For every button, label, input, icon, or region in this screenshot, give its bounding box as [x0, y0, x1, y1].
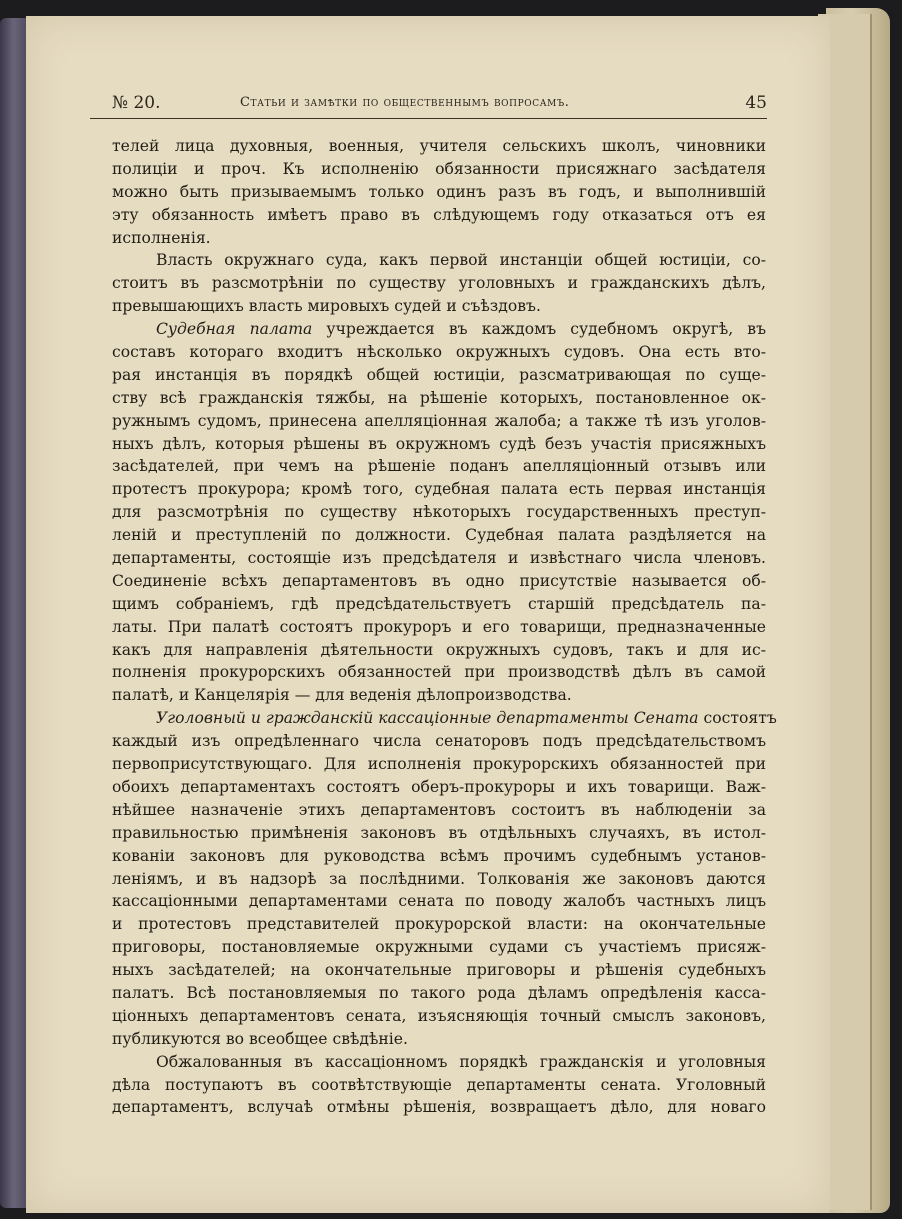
line-text: ству всѣ гражданскія тяжбы, на рѣшеніе которыхъ, постановленное ок-: [112, 388, 766, 407]
text-line: [112, 730, 766, 753]
text-line: [112, 227, 766, 250]
text-line: [112, 982, 766, 1005]
line-text: леній и преступленій по должности. Судебная палата раздѣляется на: [112, 526, 766, 545]
line-text: протестъ прокурора; кромѣ того, судебная палата есть первая инстанція: [112, 480, 766, 499]
text-line: [112, 295, 766, 318]
text-line: [112, 570, 766, 593]
text-line: [112, 799, 766, 822]
line-text: дѣла поступаютъ въ соотвѣтствующіе департаменты сената. Уголовный: [112, 1075, 766, 1094]
text-line: [112, 936, 766, 959]
line-text: каждый изъ опредѣленнаго числа сенаторовъ подъ предсѣдательствомъ: [112, 732, 766, 751]
running-header: [90, 78, 767, 119]
text-line: [112, 890, 766, 913]
line-text: составъ котораго входитъ нѣсколько окружныхъ судовъ. Она есть вто-: [112, 343, 766, 362]
text-line: [112, 478, 766, 501]
line-text: щимъ собраніемъ, гдѣ предсѣдательствуетъ старшій предсѣдатель па-: [112, 594, 766, 613]
line-text: ныхъ дѣлъ, которыя рѣшены въ окружномъ судѣ безъ участія присяжныхъ: [112, 434, 766, 453]
text-line: [112, 868, 766, 891]
text-line: [112, 318, 766, 341]
text-line: [112, 593, 766, 616]
text-line: [112, 181, 766, 204]
text-line: [112, 913, 766, 936]
text-line: [112, 204, 766, 227]
book-page: [26, 16, 830, 1213]
line-text: публикуются во всеобщее свѣдѣніе.: [112, 1029, 408, 1048]
text-line: [112, 707, 777, 730]
line-text: рая инстанція въ порядкѣ общей юстиціи, разсматривающая по суще-: [112, 365, 766, 384]
paragraph: [112, 1051, 766, 1120]
line-text: первоприсутствующаго. Для исполненія прокурорскихъ обязанностей при: [112, 755, 766, 774]
issue-number: № 20.: [112, 93, 161, 113]
line-text: нѣйшее назначеніе этихъ департаментовъ состоитъ въ наблюденіи за: [112, 800, 766, 819]
text-line: [112, 1028, 766, 1051]
text-line: [112, 387, 766, 410]
text-line: [112, 249, 766, 272]
line-text: палатъ. Всѣ постановляемыя по такого рода дѣламъ опредѣленія касса-: [112, 983, 766, 1002]
line-text: ціонныхъ департаментовъ сената, изъясняющія точный смыслъ законовъ,: [112, 1006, 766, 1025]
text-line: [112, 364, 766, 387]
text-line: [112, 1005, 766, 1028]
body-text: [112, 135, 777, 1119]
line-text: палатѣ, и Канцелярія — для веденія дѣлопроизводства.: [112, 686, 572, 705]
line-text: обоихъ департаментахъ состоятъ оберъ-прокуроры и ихъ товарищи. Важ-: [112, 777, 766, 796]
text-line: [112, 1051, 766, 1074]
text-line: [112, 845, 766, 868]
text-line: [112, 959, 766, 982]
line-text: Власть окружнаго суда, какъ первой инстанціи общей юстиціи, со-: [156, 251, 766, 270]
line-text: учреждается въ каждомъ судебномъ округѣ, въ: [312, 320, 766, 339]
line-text: для разсмотрѣнія по существу нѣкоторыхъ государственныхъ преступ-: [112, 503, 766, 522]
line-text: ныхъ засѣдателей; на окончательные приговоры и рѣшенія судебныхъ: [112, 961, 766, 980]
line-text: эту обязанность имѣетъ право въ слѣдующемъ году отказаться отъ ея: [112, 205, 766, 224]
line-text: приговоры, постановляемые окружными судами съ участіемъ присяж-: [112, 938, 766, 957]
line-text: Соединеніе всѣхъ департаментовъ въ одно присутствіе называется об-: [112, 571, 766, 590]
italic-term: Уголовный и гражданскій кассаціонные департаменты Сената: [156, 709, 699, 728]
text-line: [112, 616, 766, 639]
line-text: превышающихъ власть мировыхъ судей и съѣздовъ.: [112, 297, 541, 316]
page-number: 45: [745, 93, 767, 113]
text-line: [112, 547, 766, 570]
text-line: [112, 455, 766, 478]
text-line: [112, 753, 766, 776]
section-title: Статьи и замѣтки по общественнымъ вопросамъ.: [240, 95, 570, 110]
text-line: [112, 1074, 766, 1097]
line-text: латы. При палатѣ состоятъ прокуроръ и его товарищи, предназначенные: [112, 617, 766, 636]
line-text: правильностью примѣненія законовъ въ отдѣльныхъ случаяхъ, въ истол-: [112, 823, 766, 842]
text-line: [112, 135, 766, 158]
text-line: [112, 639, 766, 662]
paragraph: [112, 707, 777, 1050]
line-text: полиціи и проч. Къ исполненію обязанности присяжнаго засѣдателя: [112, 159, 766, 178]
line-text: засѣдателей, при чемъ на рѣшеніе поданъ апелляціонный отзывъ или: [112, 457, 766, 476]
line-text: кассаціонными департаментами сената по поводу жалобъ частныхъ лицъ: [112, 892, 766, 911]
text-line: [112, 433, 766, 456]
text-line: [112, 684, 766, 707]
italic-term: Судебная палата: [156, 320, 313, 339]
line-text: леніямъ, и въ надзорѣ за послѣдними. Толкованія же законовъ даются: [112, 869, 766, 888]
line-text: департаментъ, вслучаѣ отмѣны рѣшенія, возвращаетъ дѣло, для новаго: [112, 1098, 766, 1117]
line-text: какъ для направленія дѣятельности окружныхъ судовъ, такъ и для ис-: [112, 640, 766, 659]
text-line: [112, 776, 766, 799]
line-text: стоитъ въ разсмотрѣніи по существу уголовныхъ и гражданскихъ дѣлъ,: [112, 274, 766, 293]
paragraph: [112, 249, 766, 318]
line-text: и протестовъ представителей прокурорской власти: на окончательные: [112, 915, 766, 934]
text-line: [112, 1096, 766, 1119]
paragraph: [112, 318, 766, 707]
paragraph: [112, 135, 766, 249]
text-line: [112, 272, 766, 295]
line-text: состоятъ: [698, 709, 777, 728]
line-text: кованіи законовъ для руководства всѣмъ прочимъ судебнымъ установ-: [112, 846, 766, 865]
text-line: [112, 822, 766, 845]
line-text: телей лица духовныя, военныя, учителя сельскихъ школъ, чиновники: [112, 137, 766, 155]
text-line: [112, 410, 766, 433]
line-text: департаменты, состоящіе изъ предсѣдателя и извѣстнаго числа членовъ.: [112, 549, 766, 568]
line-text: ружнымъ судомъ, принесена апелляціонная жалоба; а также тѣ изъ уголов-: [112, 411, 766, 430]
text-line: [112, 341, 766, 364]
line-text: можно быть призываемымъ только одинъ разъ въ годъ, и выполнившій: [112, 182, 766, 201]
text-line: [112, 661, 766, 684]
text-line: [112, 501, 766, 524]
line-text: исполненія.: [112, 228, 211, 247]
line-text: полненія прокурорскихъ обязанностей при производствѣ дѣлъ въ самой: [112, 663, 766, 682]
text-line: [112, 524, 766, 547]
line-text: Обжалованныя въ кассаціонномъ порядкѣ гражданскія и уголовныя: [156, 1052, 766, 1071]
text-line: [112, 158, 766, 181]
